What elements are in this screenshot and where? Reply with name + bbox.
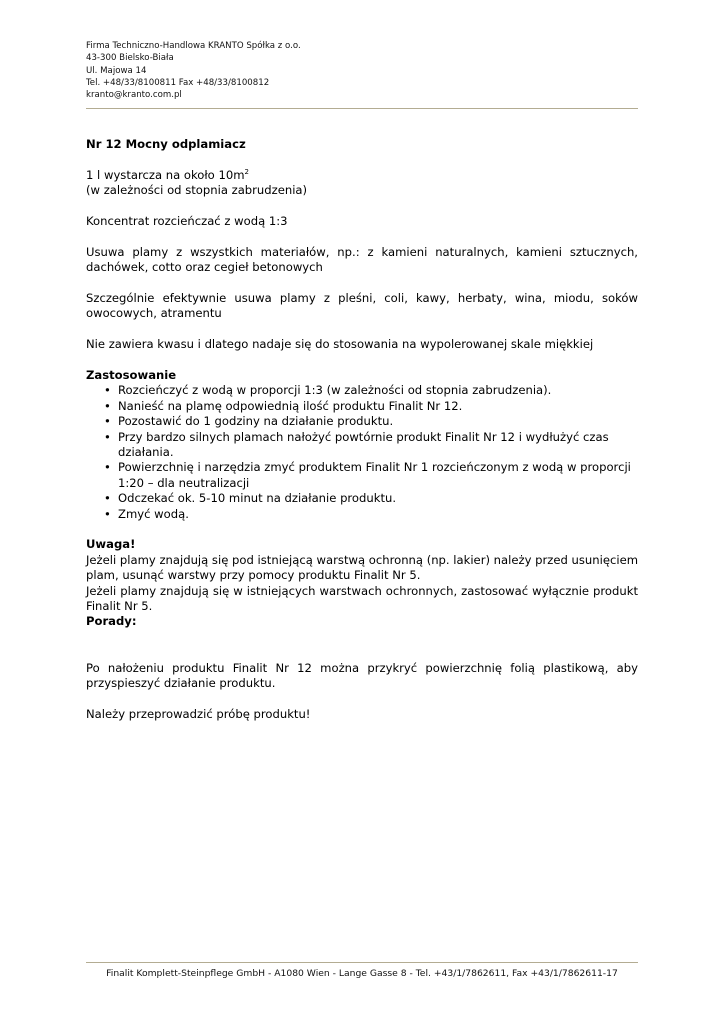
list-item: • Nanieść na plamę odpowiednią ilość produktu Finalit Nr 12.	[86, 399, 638, 414]
list-item: • Odczekać ok. 5-10 minut na działanie produktu.	[86, 491, 638, 506]
phone-fax: Tel. +48/33/8100811 Fax +48/33/8100812	[86, 77, 270, 88]
tips-text-2: Należy przeprowadzić próbę produktu!	[86, 706, 311, 721]
address-line-1: 43-300 Bielsko-Biała	[86, 53, 174, 64]
product-title: Nr 12 Mocny odplamiacz	[86, 137, 246, 151]
list-item: • Pozostawić do 1 godziny na działanie produktu.	[86, 414, 638, 429]
letterhead	[86, 40, 301, 101]
warning-text-2: Jeżeli plamy znajdują się w istniejących warstwach ochronnych, zastosować wyłącznie produkt Finalit Nr 5.	[86, 583, 638, 614]
page-footer: Finalit Komplett-Steinpflege GmbH - A1080 Wien - Lange Gasse 8 - Tel. +43/1/7862611, Fax +43/1/7862611-17	[106, 968, 618, 979]
coverage-superscript: 2	[244, 167, 249, 176]
tips-text-1: Po nałożeniu produktu Finalit Nr 12 można przykryć powierzchnię folią plastikową, aby przyspieszyć działanie produktu.	[86, 660, 638, 691]
warning-heading: Uwaga!	[86, 537, 136, 552]
usage-steps	[86, 383, 638, 522]
address-line-2: Ul. Majowa 14	[86, 65, 147, 76]
list-item: • Rozcieńczyć z wodą w proporcji 1:3 (w zależności od stopnia zabrudzenia).	[86, 383, 638, 398]
company-name: Firma Techniczno-Handlowa KRANTO Spółka z o.o.	[86, 41, 301, 51]
dilution: Koncentrat rozcieńczać z wodą 1:3	[86, 214, 288, 228]
description-1: Usuwa plamy z wszystkich materiałów, np.: z kamieni naturalnych, kamieni sztucznych, dachówek, cotto oraz cegieł betonowych	[86, 244, 638, 275]
coverage	[86, 168, 638, 183]
description-3: Nie zawiera kwasu i dlatego nadaje się do stosowania na wypolerowanej skale miękkiej	[86, 337, 594, 352]
description-2: Szczególnie efektywnie usuwa plamy z pleśni, coli, kawy, herbaty, wina, miodu, soków owocowych, atramentu	[86, 291, 638, 321]
footer-divider	[86, 962, 638, 963]
coverage-note: (w zależności od stopnia zabrudzenia)	[86, 183, 308, 198]
list-item: • Zmyć wodą.	[86, 507, 638, 522]
header-divider	[86, 108, 638, 109]
usage-heading: Zastosowanie	[86, 368, 177, 382]
warning-text-1: Jeżeli plamy znajdują się pod istniejącą warstwą ochronną (np. lakier) należy przed usunięciem plam, usunąć warstwy przy pomocy produktu Finalit Nr 5.	[86, 552, 638, 583]
email-link[interactable]: kranto@kranto.com.pl	[86, 90, 182, 101]
list-item: • Przy bardzo silnych plamach nałożyć powtórnie produkt Finalit Nr 12 i wydłużyć czas działania.	[86, 430, 638, 461]
document-body	[86, 137, 638, 722]
tips-heading: Porady:	[86, 614, 137, 629]
list-item: • Powierzchnię i narzędzia zmyć produktem Finalit Nr 1 rozcieńczonym z wodą w proporcji 1:20 – dla neutralizacji	[86, 460, 638, 491]
coverage-text: 1 l wystarcza na około 10m	[86, 167, 245, 182]
